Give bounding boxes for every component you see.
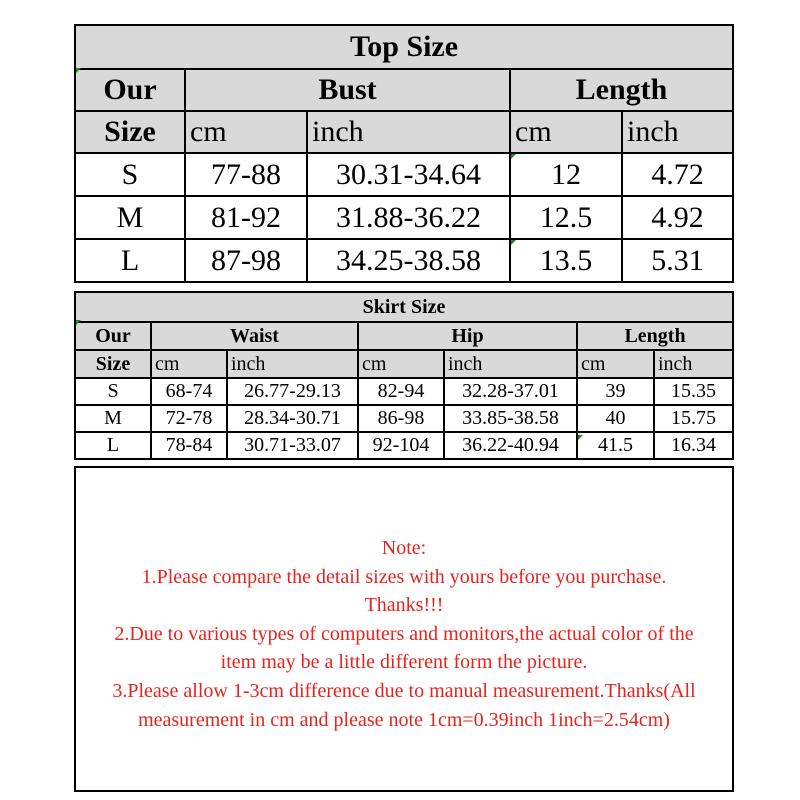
skirt-size-label: Size: [75, 350, 151, 378]
table-row: [75, 153, 733, 196]
length-inch-cell: 16.34: [654, 432, 733, 459]
table-row: [75, 405, 733, 432]
skirt-our-label: Our: [75, 322, 151, 350]
hip-cm-unit: cm: [358, 350, 444, 378]
length-inch-cell: 15.75: [654, 405, 733, 432]
bust-inch-cell: 31.88-36.22: [307, 196, 510, 239]
hip-cm-cell: 92-104: [358, 432, 444, 459]
waist-inch-cell: 28.34-30.71: [227, 405, 358, 432]
note-line: item may be a little different form the picture.: [220, 651, 588, 674]
bust-cm-cell: 87-98: [185, 239, 307, 282]
cell-marker-icon: [511, 240, 516, 245]
top-bust-cm-unit: cm: [185, 111, 307, 153]
size-cell: S: [75, 378, 151, 405]
waist-cm-cell: 78-84: [151, 432, 227, 459]
table-row: [75, 378, 733, 405]
top-size-label: Size: [75, 111, 185, 153]
top-size-title: Top Size: [75, 25, 733, 69]
note-line: 1.Please compare the detail sizes with yours before you purchase.: [141, 565, 667, 588]
size-cell: S: [75, 153, 185, 196]
waist-cm-cell: 72-78: [151, 405, 227, 432]
note-line: 2.Due to various types of computers and monitors,the actual color of the: [114, 622, 694, 645]
size-cell: L: [75, 239, 185, 282]
notes-text: [76, 534, 732, 734]
top-length-inch-unit: inch: [622, 111, 733, 153]
length-cm-cell: 12.5: [510, 196, 622, 239]
top-length-header: Length: [510, 69, 733, 111]
skirt-length-inch-unit: inch: [654, 350, 733, 378]
length-inch-cell: 15.35: [654, 378, 733, 405]
length-cm-cell: 41.5: [577, 432, 654, 459]
table-row: [75, 196, 733, 239]
skirt-length-header: Length: [577, 322, 733, 350]
hip-cm-cell: 86-98: [358, 405, 444, 432]
hip-inch-unit: inch: [444, 350, 577, 378]
bust-cm-cell: 81-92: [185, 196, 307, 239]
length-cm-cell: 12: [510, 153, 622, 196]
top-length-cm-unit: cm: [510, 111, 622, 153]
skirt-size-table: [74, 291, 734, 460]
table-row: [75, 239, 733, 282]
top-bust-header: Bust: [185, 69, 510, 111]
top-bust-inch-unit: inch: [307, 111, 510, 153]
length-cm-cell: 40: [577, 405, 654, 432]
waist-inch-cell: 30.71-33.07: [227, 432, 358, 459]
table-row: [75, 432, 733, 459]
top-size-table: [74, 24, 734, 283]
hip-inch-cell: 36.22-40.94: [444, 432, 577, 459]
cell-marker-icon: [76, 320, 81, 325]
skirt-waist-header: Waist: [151, 322, 358, 350]
cell-marker-icon: [578, 435, 583, 440]
length-inch-cell: 5.31: [622, 239, 733, 282]
bust-cm-cell: 77-88: [185, 153, 307, 196]
size-cell: M: [75, 405, 151, 432]
skirt-length-cm-unit: cm: [577, 350, 654, 378]
length-inch-cell: 4.92: [622, 196, 733, 239]
waist-inch-cell: 26.77-29.13: [227, 378, 358, 405]
note-line: Thanks!!!: [364, 594, 444, 617]
skirt-size-title: Skirt Size: [75, 292, 733, 322]
skirt-hip-header: Hip: [358, 322, 577, 350]
bust-inch-cell: 30.31-34.64: [307, 153, 510, 196]
note-heading: Note:: [381, 537, 427, 559]
cell-marker-icon: [511, 154, 516, 159]
note-line: measurement in cm and please note 1cm=0.39inch 1inch=2.54cm): [138, 708, 670, 731]
length-cm-cell: 39: [577, 378, 654, 405]
cell-marker-icon: [76, 68, 81, 73]
note-line: 3.Please allow 1-3cm difference due to manual measurement.Thanks(All: [112, 679, 696, 702]
length-inch-cell: 4.72: [622, 153, 733, 196]
size-cell: L: [75, 432, 151, 459]
top-our-label: Our: [75, 69, 185, 111]
bust-inch-cell: 34.25-38.58: [307, 239, 510, 282]
waist-cm-cell: 68-74: [151, 378, 227, 405]
hip-cm-cell: 82-94: [358, 378, 444, 405]
hip-inch-cell: 32.28-37.01: [444, 378, 577, 405]
notes-box: [74, 466, 734, 792]
length-cm-cell: 13.5: [510, 239, 622, 282]
waist-cm-unit: cm: [151, 350, 227, 378]
size-cell: M: [75, 196, 185, 239]
hip-inch-cell: 33.85-38.58: [444, 405, 577, 432]
waist-inch-unit: inch: [227, 350, 358, 378]
